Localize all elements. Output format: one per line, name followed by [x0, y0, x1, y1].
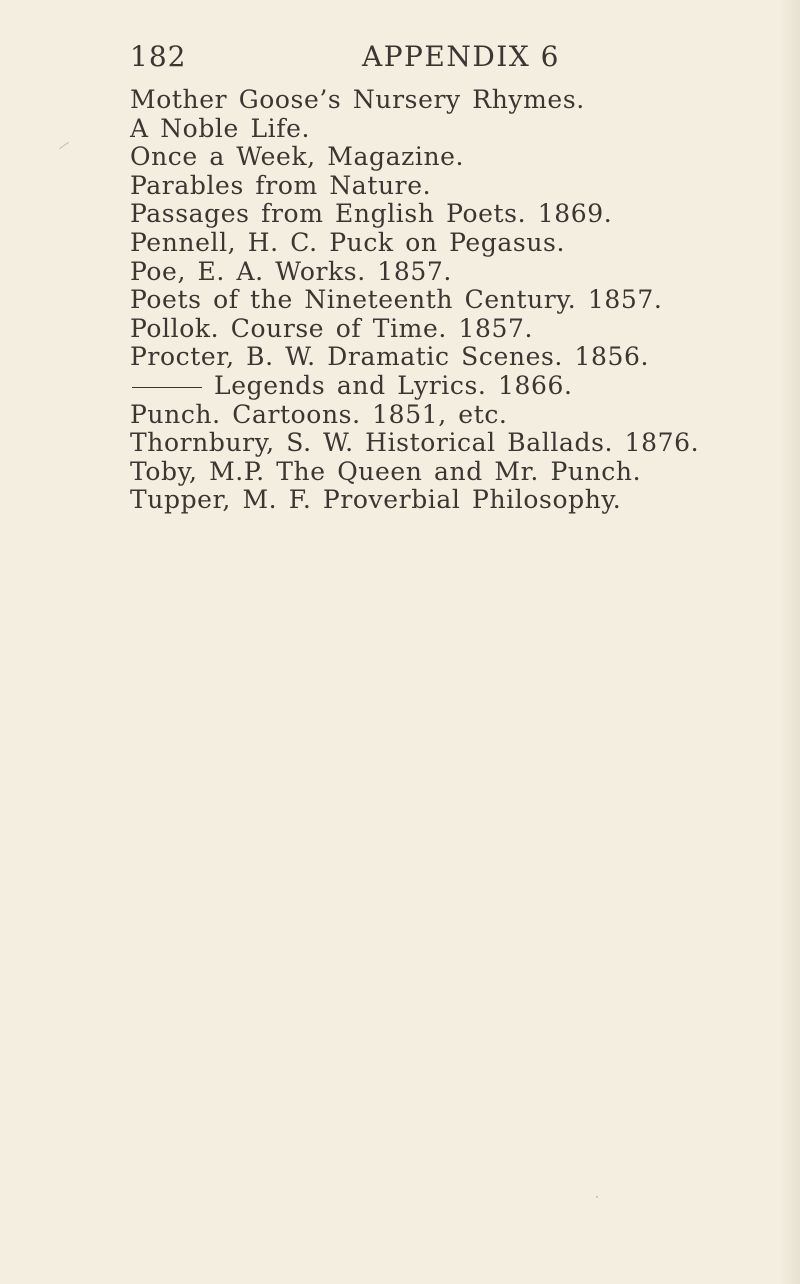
list-item — [130, 343, 780, 372]
entry-text: Pollok. Course of Time. 1857. — [130, 313, 534, 343]
page-number: 182 — [130, 40, 187, 73]
list-item — [130, 143, 780, 172]
entry-text: Mother Goose’s Nursery Rhymes. — [130, 85, 585, 114]
list-item — [130, 172, 780, 201]
list-item — [130, 458, 780, 487]
entry-text: Punch. Cartoons. 1851, etc. — [130, 399, 508, 429]
list-item — [130, 86, 780, 115]
entry-text: Pennell, H. C. Puck on Pegasus. — [130, 227, 566, 257]
list-item — [130, 486, 780, 515]
entry-text: Tupper, M. F. Proverbial Philosophy. — [130, 485, 622, 515]
entry-text: Procter, B. W. Dramatic Scenes. 1856. — [130, 342, 650, 372]
entry-text: Toby, M.P. The Queen and Mr. Punch. — [130, 456, 642, 486]
list-item — [130, 429, 780, 458]
paper-speck — [596, 1196, 598, 1198]
entry-text: Legends and Lyrics. 1866. — [214, 370, 573, 400]
bibliography-list — [130, 86, 780, 515]
ditto-dash — [132, 387, 202, 389]
entry-text: Once a Week, Magazine. — [130, 142, 465, 172]
list-item — [130, 315, 780, 344]
list-item — [130, 258, 780, 287]
list-item — [130, 401, 780, 430]
page-title: APPENDIX 6 — [362, 40, 560, 73]
entry-text: Poets of the Nineteenth Century. 1857. — [130, 285, 663, 315]
entry-text: Parables from Nature. — [130, 170, 432, 200]
entry-text: Poe, E. A. Works. 1857. — [130, 256, 452, 286]
list-item — [130, 229, 780, 258]
list-item — [130, 372, 780, 401]
entry-text: A Noble Life. — [130, 113, 311, 143]
list-item — [130, 286, 780, 315]
paper-mark — [59, 142, 69, 150]
list-item — [130, 200, 780, 229]
list-item — [130, 115, 780, 144]
running-head — [130, 40, 560, 80]
entry-text: Thornbury, S. W. Historical Ballads. 1876. — [130, 428, 700, 458]
entry-text: Passages from English Poets. 1869. — [130, 199, 613, 229]
